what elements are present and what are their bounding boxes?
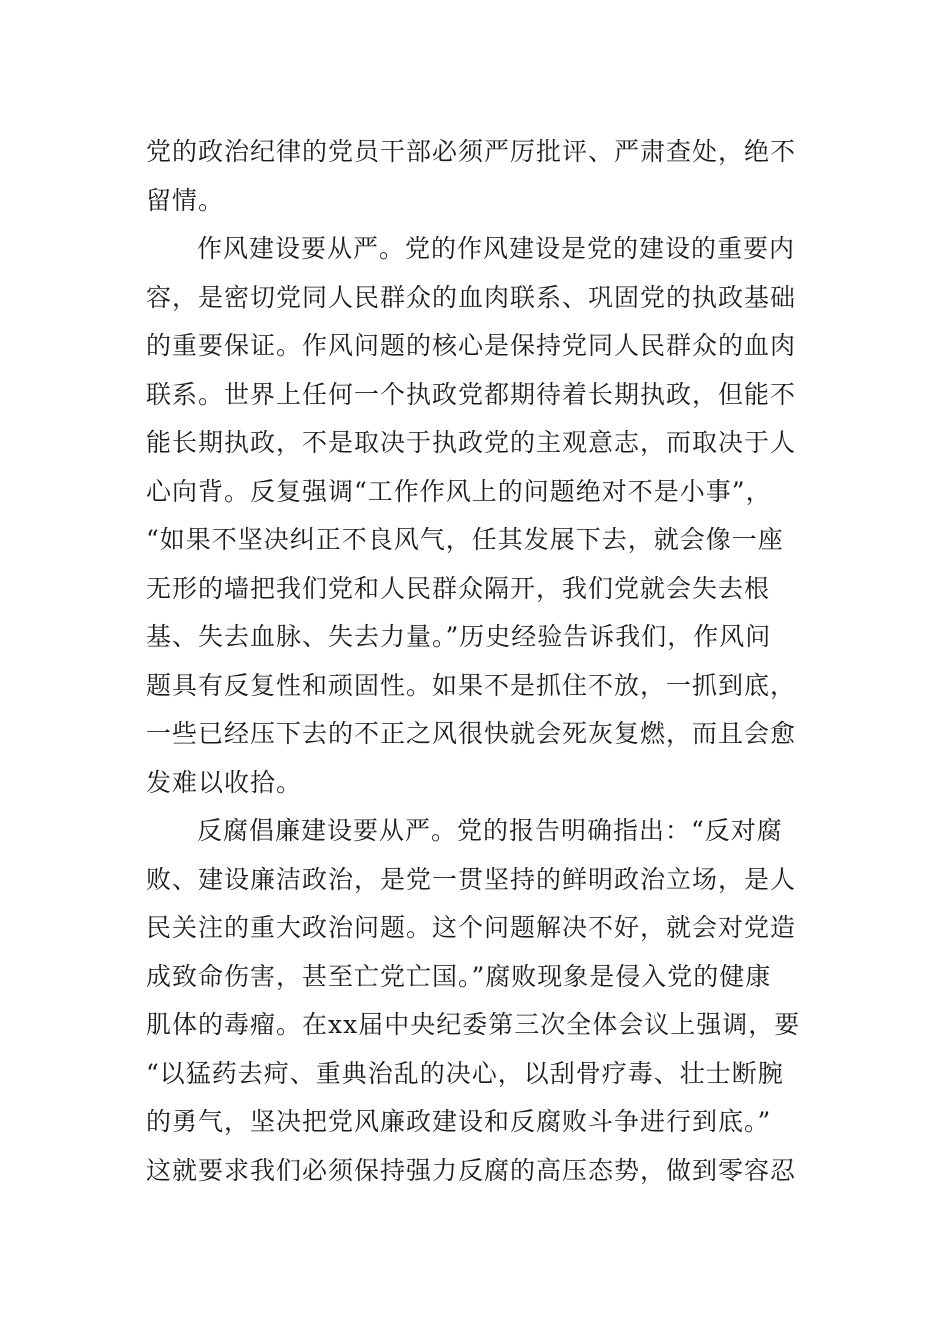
text-line: 基、失去血脉、失去力量。”历史经验告诉我们，作风问 <box>146 622 772 651</box>
text-line: 肌体的毒瘤。在xx届中央纪委第三次全体会议上强调，要 <box>146 1010 801 1039</box>
text-line: “如果不坚决纠正不良风气，任其发展下去，就会像一座 <box>146 525 784 554</box>
text-line: 联系。世界上任何一个执政党都期待着长期执政，但能不 <box>146 379 797 409</box>
text-line: 这就要求我们必须保持强力反腐的高压态势，做到零容忍 <box>146 1155 797 1185</box>
text-line: 心向背。反复强调“工作作风上的问题绝对不是小事”， <box>146 476 772 506</box>
paragraph-start-line: 反腐倡廉建设要从严。党的报告明确指出：“反对腐 <box>197 816 783 845</box>
text-line: 党的政治纪律的党员干部必须严厉批评、严肃查处，绝不 <box>146 137 797 166</box>
text-line: 一些已经压下去的不正之风很快就会死灰复燃，而且会愈 <box>146 719 797 748</box>
text-line: 败、建设廉洁政治，是党一贯坚持的鲜明政治立场，是人 <box>146 864 797 894</box>
paragraph-start-line: 作风建设要从严。党的作风建设是党的建设的重要内 <box>197 234 796 263</box>
text-line: 的重要保证。作风问题的核心是保持党同人民群众的血肉 <box>146 331 797 360</box>
text-line: 的勇气，坚决把党风廉政建设和反腐败斗争进行到底。” <box>146 1107 772 1136</box>
text-line: 留情。 <box>146 185 225 215</box>
text-line: 无形的墙把我们党和人民群众隔开，我们党就会失去根 <box>146 573 771 603</box>
text-line: 容，是密切党同人民群众的血肉联系、巩固党的执政基础 <box>146 282 797 312</box>
text-line: 题具有反复性和顽固性。如果不是抓住不放，一抓到底， <box>146 670 797 700</box>
document-body <box>146 128 801 1195</box>
text-line: 民关注的重大政治问题。这个问题解决不好，就会对党造 <box>146 913 797 942</box>
text-line: 发难以收拾。 <box>146 767 303 797</box>
text-line: 成致命伤害，甚至亡党亡国。”腐败现象是侵入党的健康 <box>146 961 772 991</box>
text-line: 能长期执政，不是取决于执政党的主观意志，而取决于人 <box>146 428 797 457</box>
text-line: “以猛药去疴、重典治乱的决心，以刮骨疗毒、壮士断腕 <box>146 1058 784 1088</box>
